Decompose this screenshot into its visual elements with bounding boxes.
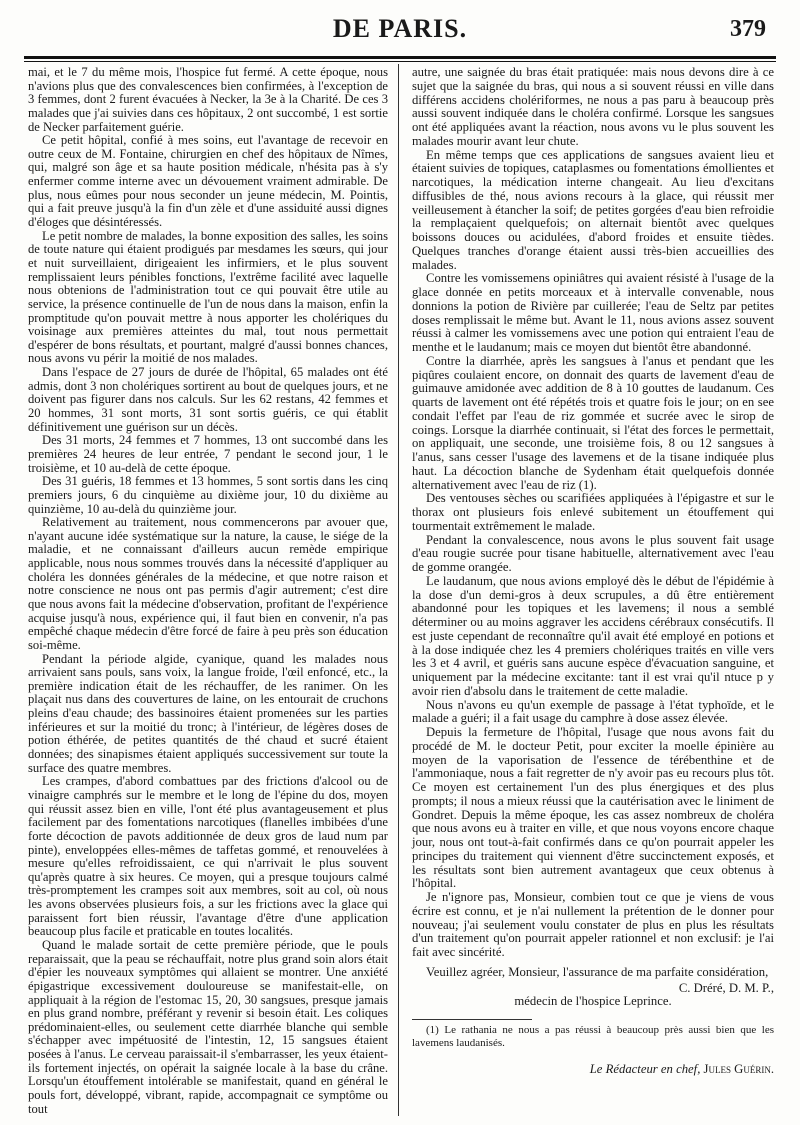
paragraph: Des 31 guéris, 18 femmes et 13 hommes, 5 sont sortis dans les cinq premiers jours, 6 du cinquième au dixième jour, 10 du dixième au quinzième, 10 au-delà du quinzième jour.	[28, 474, 388, 516]
signature-name: C. Dréré, D. M. P.,	[678, 980, 774, 995]
page-title: DE PARIS.	[332, 14, 468, 43]
closing-line: Veuillez agréer, Monsieur, l'assurance de ma parfaite considération,	[426, 964, 769, 979]
editor-label: Le Rédacteur en chef,	[589, 1062, 701, 1076]
editor-name: Jules Guérin.	[703, 1062, 774, 1076]
paragraph: Dans l'espace de 27 jours de durée de l'hôpital, 65 malades ont été admis, dont 3 non cholériques sortirent au bout de quelques jours, et ne doivent pas figurer dans nos calculs. Sur les 62 restans, 42 femmes et 20 hommes, 31 sont morts, 31 sont sortis guéris, ce qui établit définitivement une guérison sur un décès.	[28, 365, 388, 434]
paragraph: autre, une saignée du bras était pratiquée: mais nous devons dire à ce sujet que la saignée du bras, qui nous a si souvent réussi en ville dans différens accidens cholériformes, ne nous a pas paru à beaucoup près aussi souvent indiquée dans le choléra confirmé. Lorsque les sangsues ont été appliquées avant la réaction, nous avons vu le plus souvent les malades mourir avant leur chute.	[412, 65, 774, 148]
paragraph: En même temps que ces applications de sangsues avaient lieu et étaient suivies de topiques, cataplasmes ou fomentations émollientes et narcotiques, la médication interne changeait. Au lieu d'excitans diffusibles de thé, nous avions recours à la glace, qui réussit mer veilleusement à étancher la soif; de petites gorgées d'eau bien refroidie la remplaçaient quelquefois; on alternait bientôt avec quelques boissons douces ou acidulées, d'abord froides et ensuite tièdes. Quelques tranches d'orange étaient aussi très-bien accueillies des malades.	[412, 147, 774, 272]
column-divider	[398, 64, 399, 1116]
right-column	[412, 66, 774, 1077]
paragraph: Des 31 morts, 24 femmes et 7 hommes, 13 ont succombé dans les premières 24 heures de leur entrée, 7 pendant le second jour, 1 le troisième, et 10 au-delà de cette époque.	[28, 433, 388, 475]
header-rule	[24, 56, 776, 59]
paragraph: Des ventouses sèches ou scarifiées appliquées à l'épigastre et sur le thorax ont plusieurs fois enlevé subitement un étouffement qui tourmentait extrêmement le malade.	[412, 491, 774, 533]
left-column	[28, 66, 388, 1116]
paragraph: Nous n'avons eu qu'un exemple de passage à l'état typhoïde, et le malade a guéri; il a fait usage du camphre à dose assez élevée.	[412, 697, 774, 726]
paragraph: Relativement au traitement, nous commencerons par avouer que, n'ayant aucune idée systématique sur la nature, la cause, le siége de la maladie, et ne connaissant d'ailleurs aucun remède empirique applicable, nous nous sommes trouvés dans la nécessité d'appliquer au choléra les données générales de la médecine, et que notre raison et notre conscience ne nous ont pas permis d'agir autrement; c'est dire que nous avons fait la médecine d'observation, profitant de l'expérience acquise jusqu'à nous, expérience qui, il faut bien en convenir, n'a pas empêché chaque médecin d'être forcé de faire à peu près son éducation soi-même.	[28, 515, 388, 652]
paragraph: Depuis la fermeture de l'hôpital, l'usage que nous avons fait du procédé de M. le docteur Petit, pour exciter la moelle épinière au moyen de la vaporisation de l'essence de térébenthine et de l'ammoniaque, nous a fait regretter de n'y avoir pas eu recours plus tôt. Ce moyen est certainement l'un des plus énergiques et des plus prompts; il nous a mieux réussi que la cautérisation avec le liniment de Gondret. Depuis la même époque, les cas assez nombreux de choléra que nous avons eu à traiter en ville, et que nous voyons encore chaque jour, nous ont tout-à-fait confirmés dans ce qu'on pourrait appeler les principes du traitement qui viennent d'être succinctement exposés, et les résultats sont bien autrement avantageux que ceux obtenus à l'hôpital.	[412, 725, 774, 891]
footnote: (1) Le rathania ne nous a pas réussi à beaucoup près aussi bien que les lavemens laudanisés.	[412, 1024, 774, 1049]
paragraph: Je n'ignore pas, Monsieur, combien tout ce que je viens de vous écrire est connu, et je n'ai nullement la prétention de le donner pour nouveau; j'ai seulement voulu constater de plus en plus les résultats d'un traitement qu'on pourrait appeler rationnel et non exclusif: je l'ai fait avec sincérité.	[412, 890, 774, 959]
page-number: 379	[730, 16, 766, 42]
footnote-rule	[412, 1019, 532, 1020]
page-header	[24, 10, 776, 54]
paragraph: Ce petit hôpital, confié à mes soins, eut l'avantage de recevoir en outre ceux de M. Fontaine, chirurgien en chef des hôpitaux de Nîmes, qui, malgré son âge et sa haute position médicale, n'hésita pas à s'y enfermer comme interne avec un dévouement vraiment admirable. De plus, nous eûmes pour nous seconder un jeune médecin, M. Pointis, qui a fait preuve jusqu'à la fin d'un zèle et d'une assiduité aussi dignes d'éloges que désintéressés.	[28, 133, 388, 230]
signature-title: médecin de l'hospice Leprince.	[514, 994, 672, 1009]
header-rule-thin	[24, 61, 776, 62]
paragraph: Contre les vomissemens opiniâtres qui avaient résisté à l'usage de la glace donnée en petits morceaux et à intervalle convenable, nous donnions la potion de Rivière par cuillerée; l'eau de Seltz par petites doses remplissait le même but. Avant le 11, nous avions assez souvent réussi à calmer les vomissemens avec une potion qui entraient l'eau de menthe et le laudanum; mais ce moyen dut bientôt être abandonné.	[412, 271, 774, 354]
paragraph: Le laudanum, que nous avions employé dès le début de l'épidémie à la dose d'un demi-gros à deux scrupules, a dû être entièrement abandonné pour les topiques et les lavemens; il nous a semblé déterminer ou au moins aggraver les accidens cérébraux consécutifs. Il est juste cependant de reconnaître qu'il avait été employé en potions et à la dose indiquée chez les 4 premiers cholériques traités en ville vers les 3 et 4 avril, et guéris sans aucune espèce d'évacuation sanguine, et uniquement par la médecine excitante: tant il est vrai qu'il ntuce p y avoir rien d'absolu dans le traitement de cette maladie.	[412, 573, 774, 698]
paragraph: Contre la diarrhée, après les sangsues à l'anus et pendant que les piqûres coulaient encore, on donnait des quarts de lavement d'eau de guimauve amidonée avec addition de 8 à 10 gouttes de laudanum. Ces quarts de lavement ont été répétés trois et quatre fois le jour; on en see condait l'effet par l'eau de riz gommée et sucrée avec le sirop de coings. Lorsque la diarrhée continuait, si l'état des forces le permettait, on appliquait, une seconde, une troisième fois, 8 ou 12 sangsues à l'anus, sans cesser l'usage des lavemens et de la tisane indiquée plus haut. La décoction blanche de Sydenham était quelquefois donnée alternativement avec l'eau de riz (1).	[412, 353, 774, 492]
paragraph: Pendant la période algide, cyanique, quand les malades nous arrivaient sans pouls, sans voix, la langue froide, l'œil enfoncé, etc., la première indication était de les réchauffer, de les ranimer. On les plaçait nus dans des couvertures de laine, on les entourait de cruchons pleins d'eau chaude; des bassinoires étaient promenées sur les parties inférieures et sur la moitié du tronc; à l'intérieur, de légères doses de potion éthérée, de petites quantités de thé chaud et sucré étaient données; des sinapismes étaient appliqués successivement sur toute la surface des quatre membres.	[28, 651, 388, 775]
paragraph: Quand le malade sortait de cette première période, que le pouls reparaissait, que la peau se réchauffait, notre plus grand soin alors était d'épier les nouveaux symptômes qui allaient se montrer. Une anxiété épigastrique excessivement douloureuse se manifestait-elle, on appliquait à la région de l'estomac 15, 20, 30 sangsues, presque jamais en plus grand nombre, préférant y revenir si besoin était. Les coliques prédominaient-elles, ou seulement cette diarrhée blanche qui semble s'échapper avec impétuosité de l'intestin, 12, 15 sangsues étaient posées à l'anus. Le cerveau paraissait-il s'embarrasser, les yeux étaient-ils fortement injectés, on opérait la saignée locale à la base du crâne. Lorsqu'un étouffement intolérable se manifestait, quand en général le pouls fort, développé, vibrant, rapide, accompagnait ce symptôme ou tout	[28, 938, 388, 1116]
paragraph: Les crampes, d'abord combattues par des frictions d'alcool ou de vinaigre camphrés sur le membre et le long de l'épine du dos, moyen qui réussit assez bien en ville, l'ont été plus avantageusement et plus facilement par des fomentations narcotiques (flanelles imbibées d'une forte décoction de pavots additionnée de deux gros de laud num par pinte), enveloppées elles-mêmes de taffetas gommé, et renouvelées à mesure qu'elles refroidissaient, ce qui n'arrivait le plus souvent qu'après quatre à six heures. Ce moyen, qui a presque toujours calmé très-promptement les crampes soit aux membres, soit au col, où nous les avons observées plusieurs fois, a sur les frictions avec la glace qui paraissent fort bien réussir, l'avantage d'être d'une application beaucoup plus facile et praticable en toutes localités.	[28, 774, 388, 939]
editor-signature	[412, 1063, 774, 1077]
paragraph: Le petit nombre de malades, la bonne exposition des salles, les soins de toute nature qui étaient prodigués par mesdames les sœurs, qui jour et nuit surveillaient, dirigeaient les infirmiers, et le plus souvent remplissaient leurs pénibles fonctions, l'extrême facilité avec laquelle nous obtenions de l'administration tout ce qui pouvait être utile au service, la présence continuelle de l'un de nous dans la maison, enfin la promptitude qu'on pouvait mettre à nous apporter les cholériques du voisinage aux premières atteintes du mal, tout nous permettait d'espérer de bons résultats, et pourtant, malgré d'aussi bonnes chances, nous avons vu périr la moitié de nos malades.	[28, 228, 388, 366]
paragraph: mai, et le 7 du même mois, l'hospice fut fermé. A cette époque, nous n'avions plus que des convalescences bien confirmées, à l'exception de 3 femmes, dont 2 furent évacuées à Necker, la 3e à la Charité. De ces 3 malades que j'ai suivies dans ces hôpitaux, 2 ont succombé, 1 est sortie de Necker parfaitement guérie.	[28, 65, 388, 134]
paragraph: Pendant la convalescence, nous avons le plus souvent fait usage d'eau rougie sucrée pour tisane habituelle, alternativement avec l'eau de gomme orangée.	[412, 532, 774, 574]
signature-block	[412, 966, 774, 1009]
